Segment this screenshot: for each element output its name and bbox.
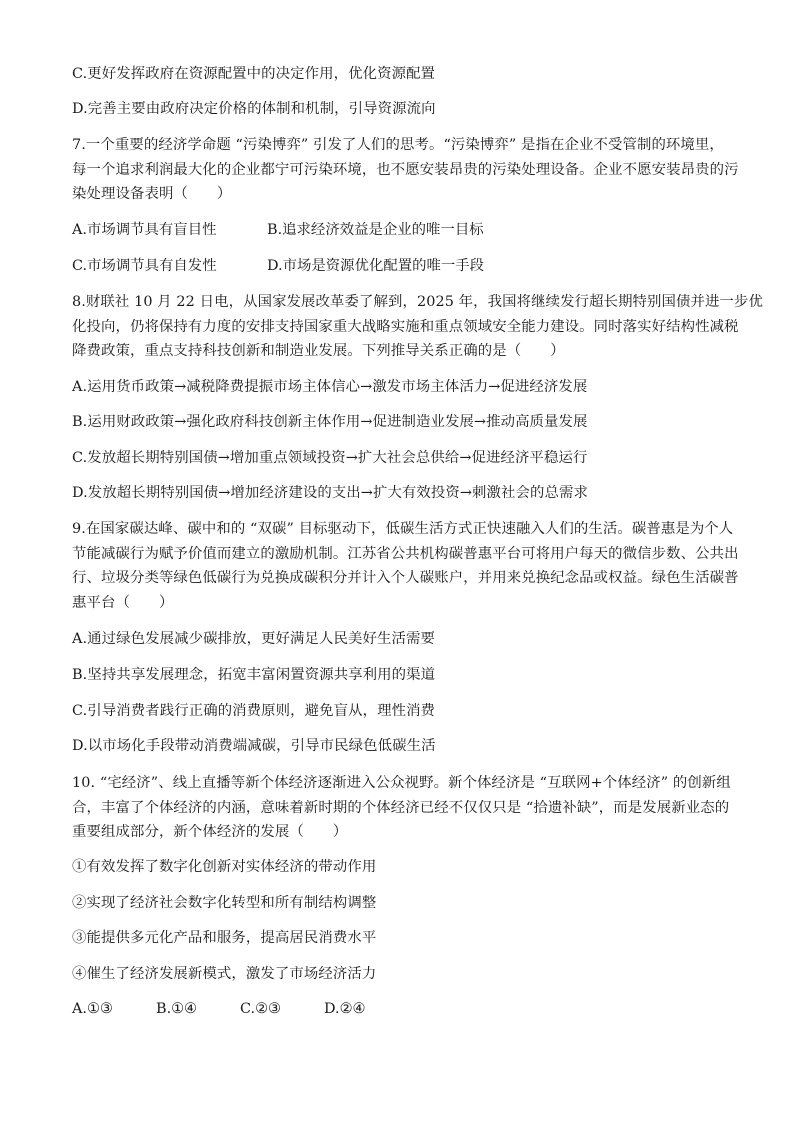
q8-option-a: A.运用货币政策→减税降费提振市场主体信心→激发市场主体活力→促进经济发展	[72, 379, 588, 395]
q10-item-4: ④催生了经济发展新模式，激发了市场经济活力	[72, 966, 377, 982]
q8-stem	[72, 290, 763, 364]
q7-options-row-2	[72, 255, 485, 277]
q10-stem-line: 10. “宅经济”、线上直播等新个体经济逐渐进入公众视野。新个体经济是 “互联网+个体经济” 的创新组	[72, 775, 731, 791]
q8-option-b: B.运用财政政策→强化政府科技创新主体作用→促进制造业发展→推动高质量发展	[72, 414, 588, 430]
q9-stem-line: 9.在国家碳达峰、碳中和的 “双碳” 目标驱动下，低碳生活方式正快速融入人们的生活。碳普惠是为个人	[72, 521, 734, 537]
q8-option-c: C.发放超长期特别国债→增加重点领域投资→扩大社会总供给→促进经济平稳运行	[72, 450, 588, 466]
q10-stem-line: 重要组成部分，新个体经济的发展（ ）	[72, 824, 348, 840]
q10-item-1: ①有效发挥了数字化创新对实体经济的带动作用	[72, 859, 377, 875]
q7-stem-line: 7.一个重要的经济学命题 “污染博弈” 引发了人们的思考。“污染博弈” 是指在企业不受管制的环境里，	[72, 137, 724, 153]
q10-answer-d: D.②④	[324, 1001, 366, 1017]
q7-stem-line: 每一个追求利润最大化的企业都宁可污染环境，也不愿安装昂贵的污染处理设备。企业不愿安装昂贵的污	[72, 161, 739, 178]
q10-answer-a: A.①③	[72, 1001, 113, 1017]
q10-answer-c: C.②③	[240, 1001, 281, 1017]
q9-option-b: B.坚持共享发展理念，拓宽丰富闲置资源共享利用的渠道	[72, 667, 436, 683]
q9-stem-line: 行、垃圾分类等绿色低碳行为兑换成碳积分并计入个人碳账户，并用来兑换纪念品或权益。绿色生活碳普	[72, 570, 739, 586]
q10-stem	[72, 771, 731, 845]
q7-option-b: B.追求经济效益是企业的唯一目标	[267, 222, 484, 238]
q8-stem-line: 8.财联社 10 月 22 日电，从国家发展改革委了解到，2025 年，我国将继续发行超长期特别国债并进一步优	[72, 294, 763, 310]
q7-option-a: A.市场调节具有盲目性	[72, 222, 217, 238]
q10-answer-b: B.①④	[156, 1001, 197, 1017]
q8-stem-line: 化投向，仍将保持有力度的安排支持国家重大战略实施和重点领域安全能力建设。同时落实好结构性减税	[72, 318, 739, 335]
q10-item-3: ③能提供多元化产品和服务，提高居民消费水平	[72, 930, 377, 946]
q10-item-2: ②实现了经济社会数字化转型和所有制结构调整	[72, 895, 377, 911]
q7-option-d: D.市场是资源优化配置的唯一手段	[267, 258, 485, 274]
q6-option-d: D.完善主要由政府决定价格的体制和机制，引导资源流向	[72, 101, 436, 117]
q10-stem-line: 合，丰富了个体经济的内涵，意味着新时期的个体经济已经不仅仅只是 “拾遗补缺”，而是发展新业态的	[72, 799, 730, 816]
q9-option-a: A.通过绿色发展减少碳排放，更好满足人民美好生活需要	[72, 631, 435, 647]
q9-option-c: C.引导消费者践行正确的消费原则，避免盲从，理性消费	[72, 703, 436, 719]
q7-options-row-1	[72, 219, 484, 241]
q9-option-d: D.以市场化手段带动消费端减碳，引导市民绿色低碳生活	[72, 738, 436, 754]
q8-option-d: D.发放超长期特别国债→增加经济建设的支出→扩大有效投资→刺激社会的总需求	[72, 485, 588, 501]
q8-stem-line: 降费政策，重点支持科技创新和制造业发展。下列推导关系正确的是（ ）	[72, 343, 565, 359]
q7-stem-line: 染处理设备表明（ ）	[72, 186, 232, 202]
q7-stem	[72, 133, 739, 207]
q6-option-c: C.更好发挥政府在资源配置中的决定作用，优化资源配置	[72, 66, 436, 82]
q7-option-c: C.市场调节具有自发性	[72, 258, 217, 274]
q9-stem-line: 节能减碳行为赋予价值而建立的激励机制。江苏省公共机构碳普惠平台可将用户每天的微信步数、公共出	[72, 545, 739, 562]
q10-answer-options	[72, 998, 408, 1020]
q9-stem-line: 惠平台（ ）	[72, 594, 174, 611]
q9-stem	[72, 517, 739, 615]
